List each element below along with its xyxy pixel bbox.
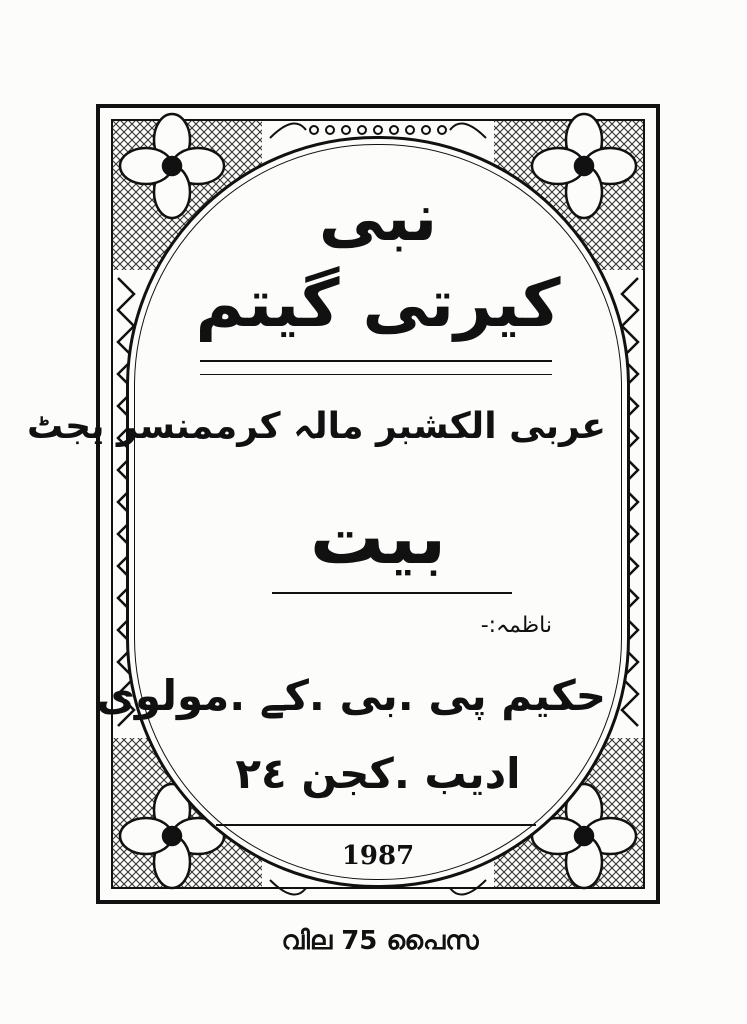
publication-year: 1987: [341, 841, 415, 871]
divider-3: [272, 592, 512, 594]
divider-1: [200, 360, 552, 362]
author-line-1: حکیم پی .بی .کے .مولوی: [96, 671, 606, 720]
subtitle: عربی الکشبر مالہ کرممنسر یجٹ: [26, 406, 606, 447]
title-line-1: نبی: [318, 179, 438, 256]
author-label: ناظمہ:-: [480, 613, 552, 638]
price-text: വില 75 പൈസ: [281, 926, 479, 956]
divider-4: [216, 824, 536, 826]
main-word: بیت: [309, 495, 447, 581]
author-line-2: ادیب .کجن ٢٤: [235, 749, 521, 798]
divider-2: [200, 374, 552, 375]
title-line-2: کیرتی گیتم: [195, 265, 561, 342]
